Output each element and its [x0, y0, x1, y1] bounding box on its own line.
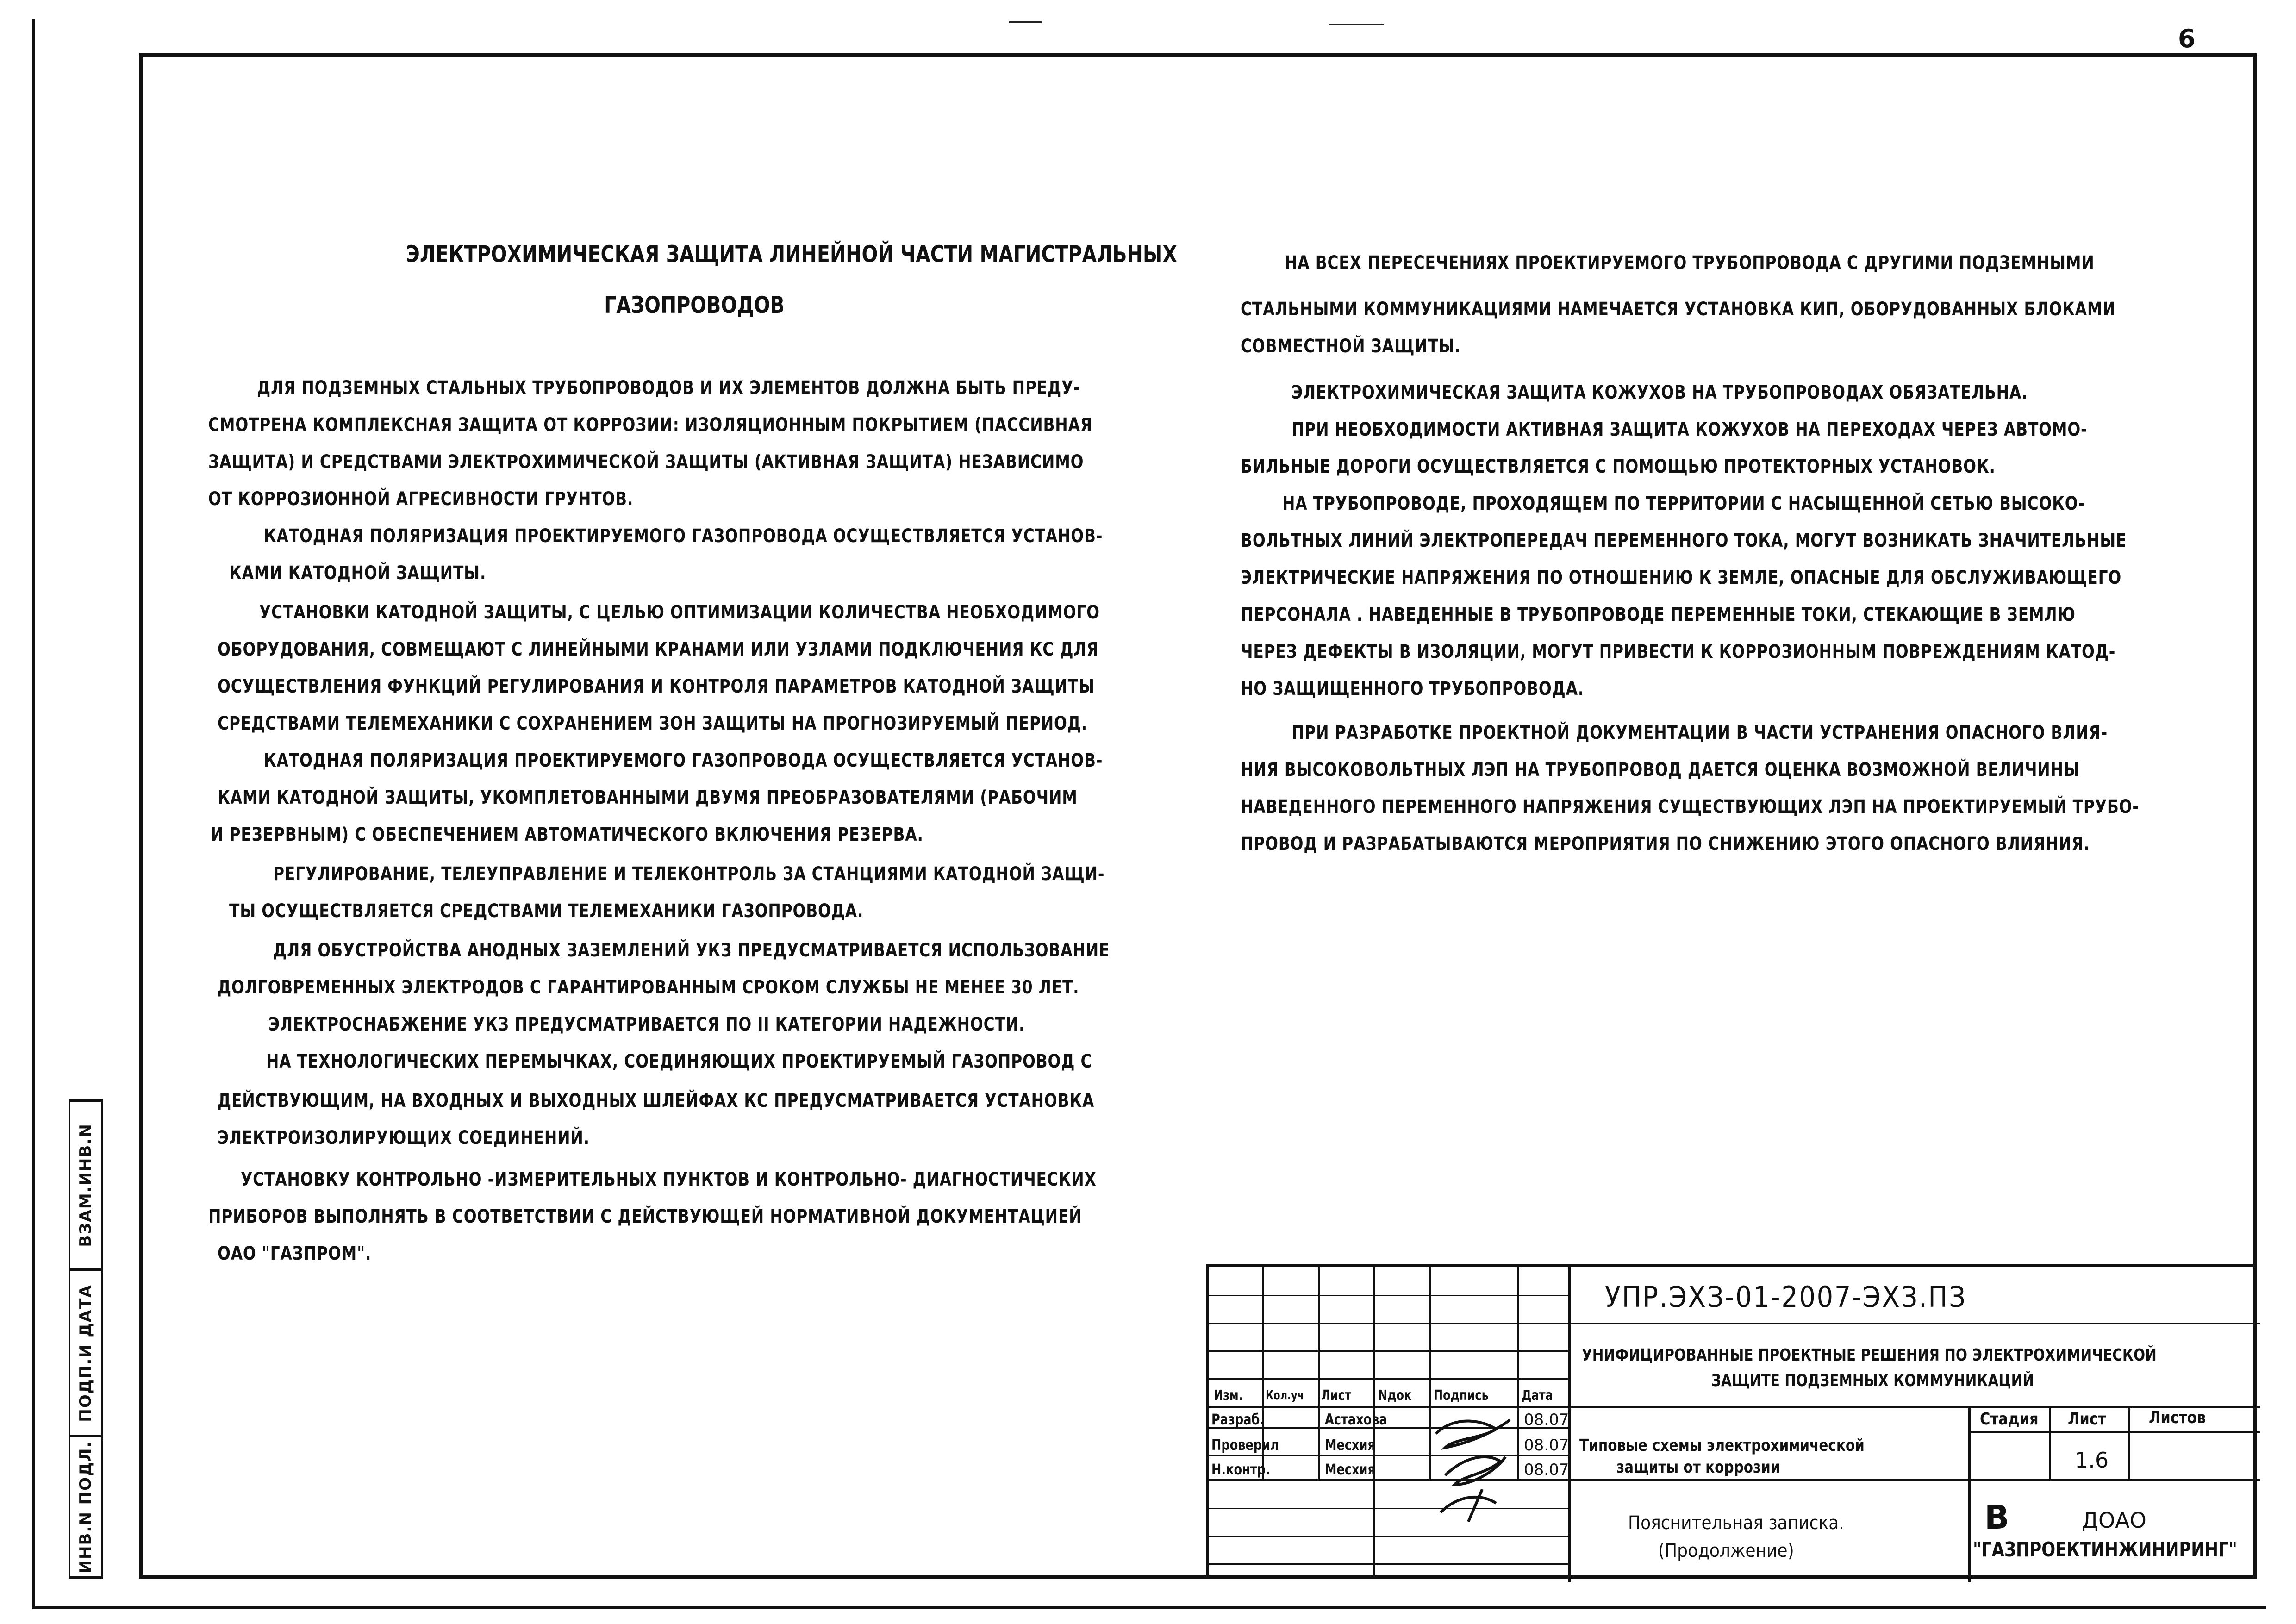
left-text-line: СРЕДСТВАМИ ТЕЛЕМЕХАНИКИ С СОХРАНЕНИЕМ ЗОН ЗАЩИТЫ НА ПРОГНОЗИРУЕМЫЙ ПЕРИОД. — [218, 713, 1088, 734]
left-text-line: УСТАНОВКУ КОНТРОЛЬНО -ИЗМЕРИТЕЛЬНЫХ ПУНКТОВ И КОНТРОЛЬНО- ДИАГНОСТИЧЕСКИХ — [241, 1169, 1097, 1190]
right-text-line: НА ВСЕХ ПЕРЕСЕЧЕНИЯХ ПРОЕКТИРУЕМОГО ТРУБОПРОВОДА С ДРУГИМИ ПОДЗЕМНЫМИ — [1285, 252, 2095, 274]
role-proveril: Проверил — [1211, 1436, 1279, 1454]
sheet-title-line1: Типовые схемы электрохимической — [1579, 1436, 1865, 1455]
col-list: Лист — [1321, 1387, 1351, 1404]
stage-label: Стадия — [1980, 1410, 2039, 1429]
title-block — [1206, 1264, 2257, 1579]
sheets-label: Листов — [2149, 1408, 2206, 1427]
name-nkontr: Месхия — [1325, 1461, 1375, 1478]
left-text-line: ОАО "ГАЗПРОМ". — [218, 1243, 372, 1264]
doc-title-line2: ГАЗОПРОВОДОВ — [604, 292, 785, 319]
signatures-image — [1427, 1406, 1519, 1526]
side-label-inv: ИНВ.N ПОДЛ. — [76, 1440, 95, 1574]
sheet-label: Лист — [2068, 1410, 2106, 1429]
doc-title-stamp-line1: Пояснительная записка. — [1628, 1512, 1844, 1534]
left-text-line: ЗАЩИТА) И СРЕДСТВАМИ ЭЛЕКТРОХИМИЧЕСКОЙ ЗАЩИТЫ (АКТИВНАЯ ЗАЩИТА) НЕЗАВИСИМО — [208, 451, 1084, 473]
right-text-line: НО ЗАЩИЩЕННОГО ТРУБОПРОВОДА. — [1241, 678, 1585, 700]
doc-title-stamp-line2: (Продолжение) — [1658, 1540, 1794, 1562]
left-text-line: УСТАНОВКИ КАТОДНОЙ ЗАЩИТЫ, С ЦЕЛЬЮ ОПТИМИЗАЦИИ КОЛИЧЕСТВА НЕОБХОДИМОГО — [259, 602, 1100, 623]
left-text-line: ПРИБОРОВ ВЫПОЛНЯТЬ В СООТВЕТСТВИИ С ДЕЙСТВУЮЩЕЙ НОРМАТИВНОЙ ДОКУМЕНТАЦИЕЙ — [208, 1206, 1082, 1227]
right-text-line: СОВМЕСТНОЙ ЗАЩИТЫ. — [1241, 336, 1461, 357]
side-stamp-vzam — [69, 1099, 103, 1271]
left-text-line: ТЫ ОСУЩЕСТВЛЯЕТСЯ СРЕДСТВАМИ ТЕЛЕМЕХАНИКИ ГАЗОПРОВОДА. — [229, 900, 864, 922]
left-text-line: КАМИ КАТОДНОЙ ЗАЩИТЫ. — [229, 562, 487, 584]
right-text-line: БИЛЬНЫЕ ДОРОГИ ОСУЩЕСТВЛЯЕТСЯ С ПОМОЩЬЮ ПРОТЕКТОРНЫХ УСТАНОВОК. — [1241, 456, 1996, 477]
right-text-line: НАВЕДЕННОГО ПЕРЕМЕННОГО НАПРЯЖЕНИЯ СУЩЕСТВУЮЩИХ ЛЭП НА ПРОЕКТИРУЕМЫЙ ТРУБО- — [1241, 796, 2139, 818]
date-nkontr: 08.07 — [1524, 1461, 1569, 1479]
date-proveril: 08.07 — [1524, 1436, 1569, 1455]
side-label-vzam: ВЗАМ.ИНВ.N — [76, 1123, 95, 1247]
side-stamp-podp — [69, 1268, 103, 1437]
role-nkontr: Н.контр. — [1211, 1461, 1270, 1478]
side-stamp-inv — [69, 1435, 103, 1579]
left-text-line: ДЛЯ ОБУСТРОЙСТВА АНОДНЫХ ЗАЗЕМЛЕНИЙ УКЗ ПРЕДУСМАТРИВАЕТСЯ ИСПОЛЬЗОВАНИЕ — [273, 940, 1110, 961]
left-text-line: КАТОДНАЯ ПОЛЯРИЗАЦИЯ ПРОЕКТИРУЕМОГО ГАЗОПРОВОДА ОСУЩЕСТВЛЯЕТСЯ УСТАНОВ- — [264, 750, 1103, 771]
right-text-line: ЭЛЕКТРИЧЕСКИЕ НАПРЯЖЕНИЯ ПО ОТНОШЕНИЮ К ЗЕМЛЕ, ОПАСНЫЕ ДЛЯ ОБСЛУЖИВАЮЩЕГО — [1241, 567, 2122, 588]
right-text-line: ПЕРСОНАЛА . НАВЕДЕННЫЕ В ТРУБОПРОВОДЕ ПЕРЕМЕННЫЕ ТОКИ, СТЕКАЮЩИЕ В ЗЕМЛЮ — [1241, 604, 2076, 625]
col-ndok: Nдок — [1378, 1387, 1412, 1404]
left-text-line: ЭЛЕКТРОИЗОЛИРУЮЩИХ СОЕДИНЕНИЙ. — [218, 1127, 590, 1149]
right-text-line: ЧЕРЕЗ ДЕФЕКТЫ В ИЗОЛЯЦИИ, МОГУТ ПРИВЕСТИ К КОРРОЗИОННЫМ ПОВРЕЖДЕНИЯМ КАТОД- — [1241, 641, 2116, 662]
org-line2: "ГАЗПРОЕКТИНЖИНИРИНГ" — [1973, 1538, 2237, 1562]
scan-mark — [1009, 21, 1042, 23]
right-text-line: ВОЛЬТНЫХ ЛИНИЙ ЭЛЕКТРОПЕРЕДАЧ ПЕРЕМЕННОГО ТОКА, МОГУТ ВОЗНИКАТЬ ЗНАЧИТЕЛЬНЫЕ — [1241, 530, 2127, 551]
sheet-title-line2: защиты от коррозии — [1616, 1458, 1780, 1477]
left-text-line: ОБОРУДОВАНИЯ, СОВМЕЩАЮТ С ЛИНЕЙНЫМИ КРАНАМИ ИЛИ УЗЛАМИ ПОДКЛЮЧЕНИЯ КС ДЛЯ — [218, 639, 1099, 660]
col-podpis: Подпись — [1434, 1387, 1489, 1404]
right-text-line: ПРИ РАЗРАБОТКЕ ПРОЕКТНОЙ ДОКУМЕНТАЦИИ В ЧАСТИ УСТРАНЕНИЯ ОПАСНОГО ВЛИЯ- — [1292, 722, 2108, 743]
right-text-line: НИЯ ВЫСОКОВОЛЬТНЫХ ЛЭП НА ТРУБОПРОВОД ДАЕТСЯ ОЦЕНКА ВОЗМОЖНОЙ ВЕЛИЧИНЫ — [1241, 759, 2080, 781]
left-text-line: ОТ КОРРОЗИОННОЙ АГРЕСИВНОСТИ ГРУНТОВ. — [208, 488, 634, 510]
left-text-line: И РЕЗЕРВНЫМ) С ОБЕСПЕЧЕНИЕМ АВТОМАТИЧЕСКОГО ВКЛЮЧЕНИЯ РЕЗЕРВА. — [211, 824, 923, 845]
right-text-line: ПРИ НЕОБХОДИМОСТИ АКТИВНАЯ ЗАЩИТА КОЖУХОВ НА ПЕРЕХОДАХ ЧЕРЕЗ АВТОМО- — [1292, 419, 2088, 440]
role-razrab: Разраб. — [1211, 1411, 1265, 1428]
name-razrab: Астахова — [1325, 1411, 1387, 1428]
left-text-line: НА ТЕХНОЛОГИЧЕСКИХ ПЕРЕМЫЧКАХ, СОЕДИНЯЮЩИХ ПРОЕКТИРУЕМЫЙ ГАЗОПРОВОД С — [266, 1051, 1092, 1072]
col-data: Дата — [1522, 1387, 1553, 1404]
name-proveril: Месхия — [1325, 1436, 1375, 1454]
left-text-line: СМОТРЕНА КОМПЛЕКСНАЯ ЗАЩИТА ОТ КОРРОЗИИ: ИЗОЛЯЦИОННЫМ ПОКРЫТИЕМ (ПАССИВНАЯ — [208, 414, 1092, 436]
side-label-podp: ПОДП.И ДАТА — [76, 1284, 95, 1422]
left-text-line: ОСУЩЕСТВЛЕНИЯ ФУНКЦИЙ РЕГУЛИРОВАНИЯ И КОНТРОЛЯ ПАРАМЕТРОВ КАТОДНОЙ ЗАЩИТЫ — [218, 676, 1095, 697]
project-title-line1: УНИФИЦИРОВАННЫЕ ПРОЕКТНЫЕ РЕШЕНИЯ ПО ЭЛЕКТРОХИМИЧЕСКОЙ — [1582, 1346, 2157, 1365]
left-text-line: РЕГУЛИРОВАНИЕ, ТЕЛЕУПРАВЛЕНИЕ И ТЕЛЕКОНТРОЛЬ ЗА СТАНЦИЯМИ КАТОДНОЙ ЗАЩИ- — [273, 863, 1105, 885]
col-kol: Кол.уч — [1266, 1387, 1304, 1403]
left-text-line: КАМИ КАТОДНОЙ ЗАЩИТЫ, УКОМПЛЕТОВАННЫМИ ДВУМЯ ПРЕОБРАЗОВАТЕЛЯМИ (РАБОЧИМ — [218, 787, 1078, 808]
scan-mark — [1329, 24, 1384, 25]
left-text-line: КАТОДНАЯ ПОЛЯРИЗАЦИЯ ПРОЕКТИРУЕМОГО ГАЗОПРОВОДА ОСУЩЕСТВЛЯЕТСЯ УСТАНОВ- — [264, 525, 1103, 547]
project-title-line2: ЗАЩИТЕ ПОДЗЕМНЫХ КОММУНИКАЦИЙ — [1711, 1371, 2034, 1390]
doc-title-line1: ЭЛЕКТРОХИМИЧЕСКАЯ ЗАЩИТА ЛИНЕЙНОЙ ЧАСТИ МАГИСТРАЛЬНЫХ — [406, 241, 1177, 268]
org-line1: ДОАО — [2082, 1508, 2146, 1533]
right-text-line: СТАЛЬНЫМИ КОММУНИКАЦИЯМИ НАМЕЧАЕТСЯ УСТАНОВКА КИП, ОБОРУДОВАННЫХ БЛОКАМИ — [1241, 299, 2116, 320]
sheet-value: 1.6 — [2075, 1448, 2109, 1473]
left-text-line: ДЕЙСТВУЮЩИМ, НА ВХОДНЫХ И ВЫХОДНЫХ ШЛЕЙФАХ КС ПРЕДУСМАТРИВАЕТСЯ УСТАНОВКА — [218, 1090, 1095, 1112]
right-text-line: НА ТРУБОПРОВОДЕ, ПРОХОДЯЩЕМ ПО ТЕРРИТОРИИ С НАСЫЩЕННОЙ СЕТЬЮ ВЫСОКО- — [1282, 493, 2085, 514]
left-text-line: ДОЛГОВРЕМЕННЫХ ЭЛЕКТРОДОВ С ГАРАНТИРОВАННЫМ СРОКОМ СЛУЖБЫ НЕ МЕНЕЕ 30 ЛЕТ. — [218, 977, 1079, 998]
date-razrab: 08.07 — [1524, 1411, 1569, 1429]
left-text-line: ДЛЯ ПОДЗЕМНЫХ СТАЛЬНЫХ ТРУБОПРОВОДОВ И ИХ ЭЛЕМЕНТОВ ДОЛЖНА БЫТЬ ПРЕДУ- — [257, 377, 1080, 399]
left-text-line: ЭЛЕКТРОСНАБЖЕНИЕ УКЗ ПРЕДУСМАТРИВАЕТСЯ ПО II КАТЕГОРИИ НАДЕЖНОСТИ. — [268, 1014, 1025, 1035]
page-number: 6 — [2178, 24, 2196, 53]
org-logo: B — [1984, 1499, 2009, 1537]
doc-code: УПР.ЭХЗ-01-2007-ЭХЗ.ПЗ — [1605, 1280, 1967, 1314]
right-text-line: ПРОВОД И РАЗРАБАТЫВАЮТСЯ МЕРОПРИЯТИЯ ПО СНИЖЕНИЮ ЭТОГО ОПАСНОГО ВЛИЯНИЯ. — [1241, 833, 2090, 855]
col-izm: Изм. — [1214, 1387, 1243, 1404]
right-text-line: ЭЛЕКТРОХИМИЧЕСКАЯ ЗАЩИТА КОЖУХОВ НА ТРУБОПРОВОДАХ ОБЯЗАТЕЛЬНА. — [1292, 382, 2028, 403]
